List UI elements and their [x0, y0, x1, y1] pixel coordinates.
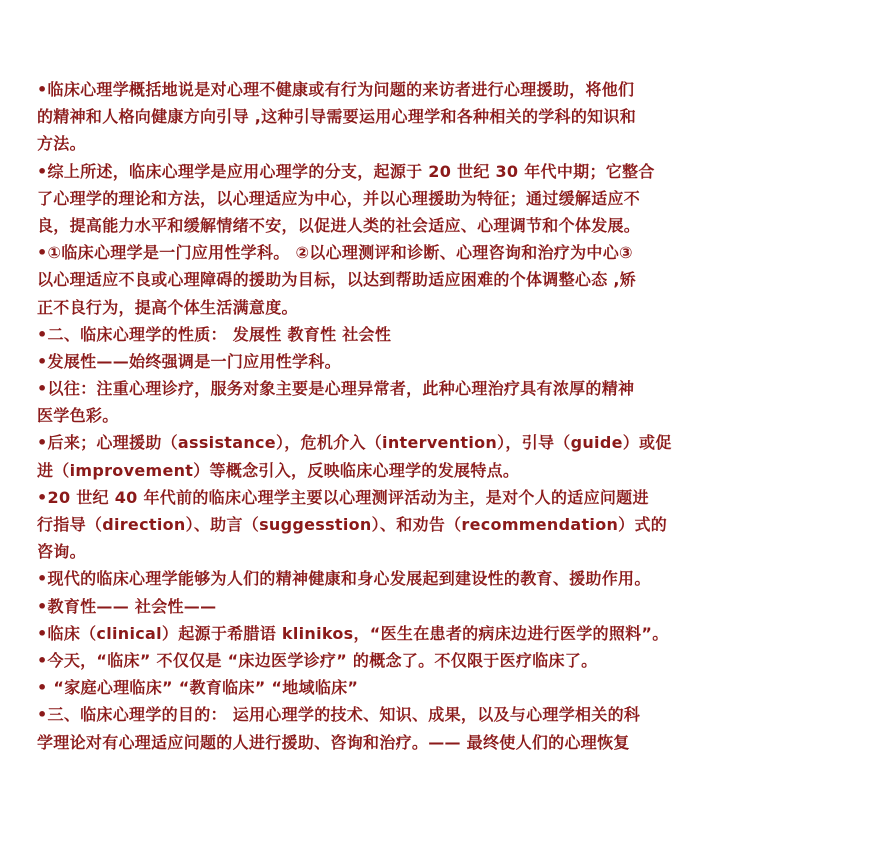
text-line: 咨询。: [37, 542, 86, 562]
text-line: • “家庭心理临床” “教育临床” “地域临床”: [37, 678, 359, 698]
text-line: 进（improvement）等概念引入，反映临床心理学的发展特点。: [37, 460, 520, 480]
text-line: •今天，“临床” 不仅仅是 “床边医学诊疗” 的概念了。不仅限于医疗临床了。: [37, 650, 598, 670]
text-line: 正不良行为，提高个体生活满意度。: [37, 297, 298, 317]
text-line: 方法。: [37, 134, 86, 154]
text-line: •现代的临床心理学能够为人们的精神健康和身心发展起到建设性的教育、援助作用。: [37, 569, 651, 589]
text-line: •临床心理学概括地说是对心理不健康或有行为问题的来访者进行心理援助，将他们: [37, 80, 635, 99]
text-line: 了心理学的理论和方法，以心理适应为中心，并以心理援助为特征；通过缓解适应不: [37, 188, 641, 208]
text-line: 良，提高能力水平和缓解情绪不安，以促进人类的社会适应、心理调节和个体发展。: [37, 215, 641, 235]
text-line: •综上所述，临床心理学是应用心理学的分支，起源于 20 世纪 30 年代中期；它整合: [37, 161, 655, 181]
text-line: •临床（clinical）起源于希腊语 klinikos，“医生在患者的病床边进行医学的照料”。: [37, 623, 669, 643]
text-line: 的精神和人格向健康方向引导 ,这种引导需要运用心理学和各种相关的学科的知识和: [37, 107, 637, 127]
document-body: [37, 76, 833, 756]
text-line: •二、临床心理学的性质： 发展性 教育性 社会性: [37, 324, 392, 344]
text-line: 行指导（direction）、助言（suggesstion）、和劝告（recommendation）式的: [37, 515, 668, 534]
text-line: •以往：注重心理诊疗，服务对象主要是心理异常者，此种心理治疗具有浓厚的精神: [37, 379, 635, 399]
text-line: •①临床心理学是一门应用性学科。 ②以心理测评和诊断、心理咨询和治疗为中心③: [37, 243, 633, 263]
text-line: •后来；心理援助（assistance），危机介入（intervention），引导（guide）或促: [37, 433, 672, 453]
text-line: 学理论对有心理适应问题的人进行援助、咨询和治疗。—— 最终使人们的心理恢复: [37, 732, 630, 752]
text-line: 以心理适应不良或心理障碍的援助为目标，以达到帮助适应困难的个体调整心态 ,矫: [37, 270, 637, 290]
text-line: •教育性—— 社会性——: [37, 596, 217, 616]
text-line: 医学色彩。: [37, 406, 119, 426]
text-line: •20 世纪 40 年代前的临床心理学主要以心理测评活动为主，是对个人的适应问题进: [37, 487, 649, 507]
text-line: •三、临床心理学的目的： 运用心理学的技术、知识、成果，以及与心理学相关的科: [37, 705, 641, 725]
text-line: •发展性——始终强调是一门应用性学科。: [37, 351, 341, 371]
